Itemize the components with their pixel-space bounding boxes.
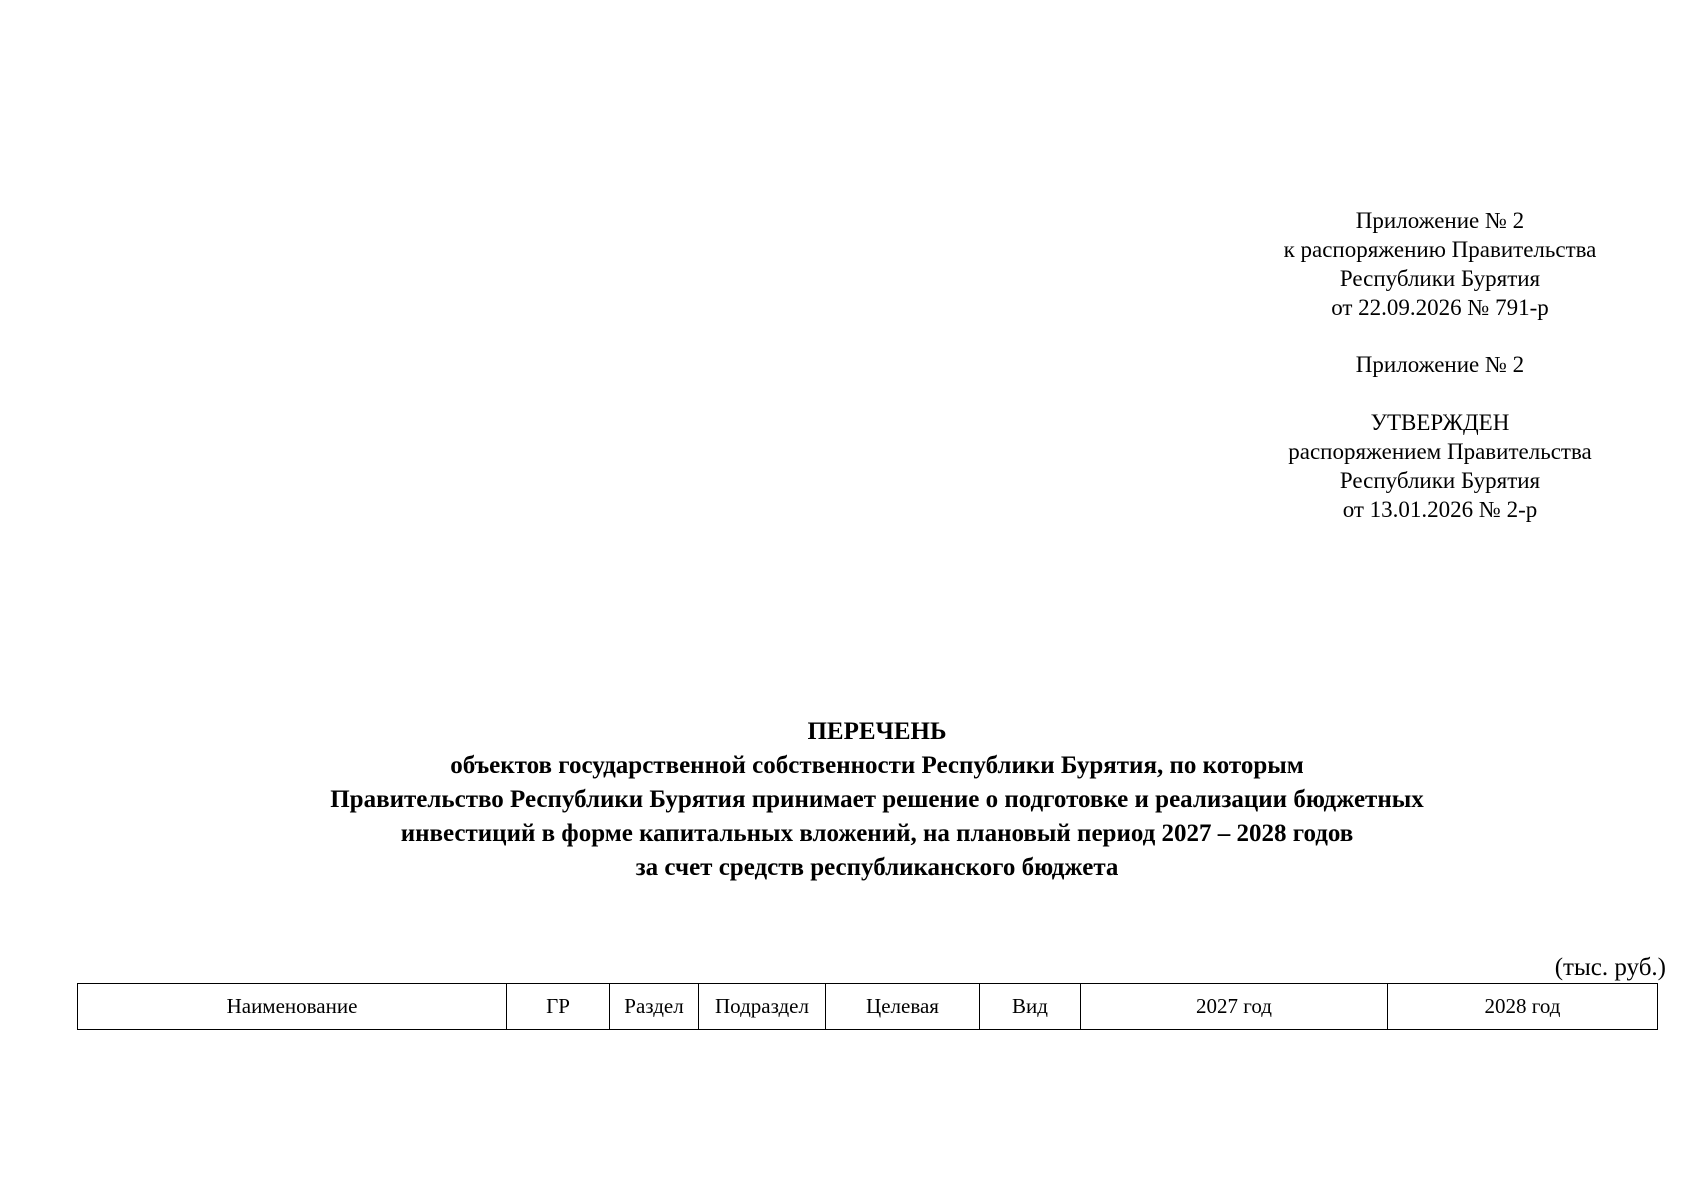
column-header-target: Целевая [826,984,980,1030]
appendix-reference: к распоряжению Правительства [1283,237,1597,262]
column-header-subsection: Подраздел [699,984,826,1030]
table-container [77,983,1657,1030]
appendix-date-number: от 22.09.2026 № 791-р [1331,295,1549,320]
appendix-number: Приложение № 2 [1355,208,1525,233]
title-line: инвестиций в форме капитальных вложений, на плановый период 2027 – 2028 годов [400,820,1354,847]
title-line: за счет средств республиканского бюджета [635,854,1119,881]
units-label: (тыс. руб.) [1554,954,1666,981]
approval-reference: распоряжением Правительства [1288,439,1592,464]
appendix-authority: Республики Бурятия [1339,266,1541,291]
title-line: объектов государственной собственности Республики Бурятия, по которым [450,752,1304,779]
objects-table [77,983,1658,1030]
column-header-section: Раздел [610,984,699,1030]
column-header-gr: ГР [507,984,610,1030]
appendix-amendment-block [1200,206,1680,322]
column-header-2027: 2027 год [1081,984,1388,1030]
approval-block [1200,408,1680,524]
title-line: Правительство Республики Бурятия принимает решение о подготовке и реализации бюджетных [330,786,1424,813]
column-header-type: Вид [980,984,1081,1030]
title-heading: ПЕРЕЧЕНЬ [807,718,947,745]
appendix-number: Приложение № 2 [1355,352,1525,377]
column-header-name: Наименование [78,984,507,1030]
approval-date-number: от 13.01.2026 № 2-р [1342,497,1538,522]
column-header-2028: 2028 год [1388,984,1658,1030]
table-header-row [78,984,1658,1030]
approval-heading: УТВЕРЖДЕН [1370,410,1510,435]
approval-authority: Республики Бурятия [1339,468,1541,493]
appendix-original-block [1200,350,1680,379]
document-title [0,715,1698,885]
